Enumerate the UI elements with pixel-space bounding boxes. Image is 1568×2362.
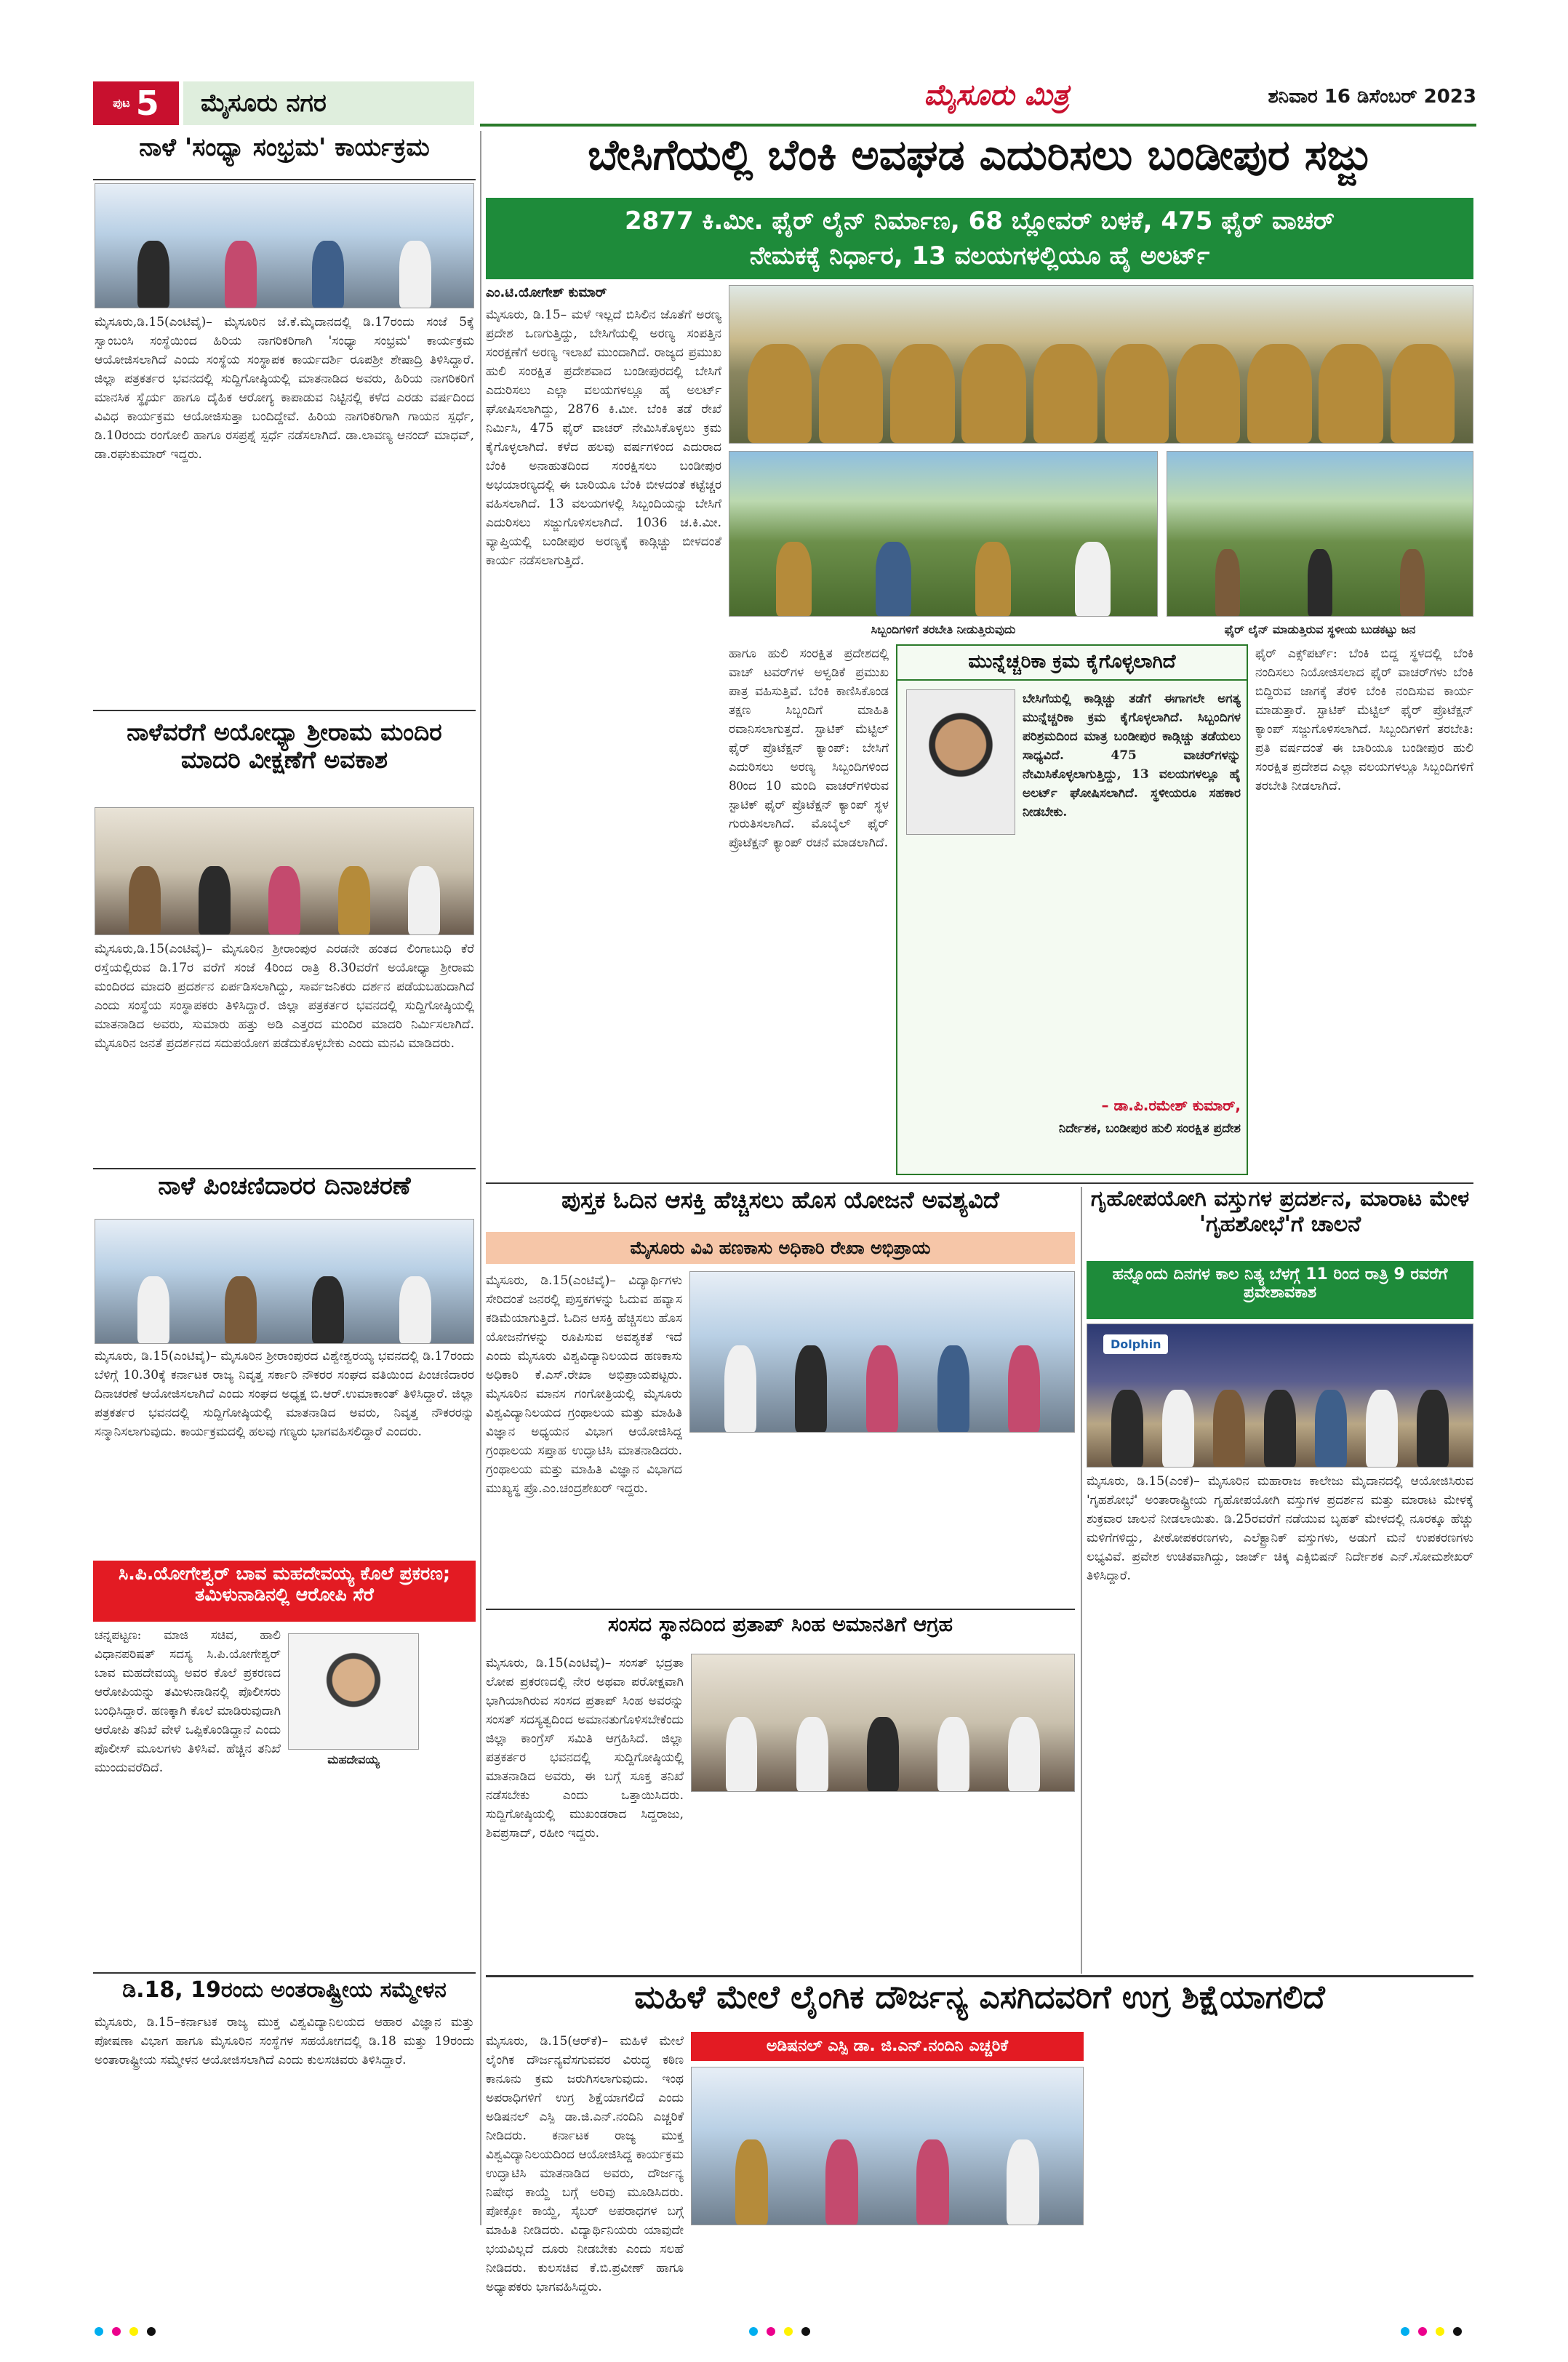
expo-subdeck: ಹನ್ನೊಂದು ದಿನಗಳ ಕಾಲ ನಿತ್ಯ ಬೆಳಗ್ಗೆ 11 ರಿಂದ ರಾತ್ರಿ 9 ರವರೆಗೆ ಪ್ರವೇಶಾವಕಾಶ: [1087, 1261, 1473, 1319]
divider: [93, 179, 476, 180]
assault-body: ಮೈಸೂರು, ಡಿ.15(ಆರ್‌ಕೆ)– ಮಹಿಳೆ ಮೇಲೆ ಲೈಂಗಿಕ ದೌರ್ಜನ್ಯವೆಸಗುವವರ ವಿರುದ್ಧ ಕಠಿಣ ಕಾನೂನು ಕ್ರಮ ಜರುಗಿಸಲಾಗುವುದು. ಇಂಥ ಅಪರಾಧಿಗಳಿಗೆ ಉಗ್ರ ಶಿಕ್ಷೆಯಾಗಲಿದೆ ಎಂದು ಅಡಿಷನಲ್ ಎಸ್ಪಿ ಡಾ.ಜಿ.ಎನ್.ನಂದಿನಿ ಎಚ್ಚರಿಕೆ ನೀಡಿದರು. ಕರ್ನಾಟಕ ರಾಜ್ಯ ಮುಕ್ತ ವಿಶ್ವವಿದ್ಯಾನಿಲಯದಿಂದ ಆಯೋಜಿಸಿದ್ದ ಕಾರ್ಯಕ್ರಮ ಉದ್ಘಾಟಿಸಿ ಮಾತನಾಡಿದ ಅವರು, ದೌರ್ಜನ್ಯ ನಿಷೇಧ ಕಾಯ್ದೆ ಬಗ್ಗೆ ಅರಿವು ಮೂಡಿಸಿದರು. ಪೋಕ್ಸೋ ಕಾಯ್ದೆ, ಸೈಬರ್ ಅಪರಾಧಗಳ ಬಗ್ಗೆ ಮಾಹಿತಿ ನೀಡಿದರು. ವಿದ್ಯಾರ್ಥಿನಿಯರು ಯಾವುದೇ ಭಯವಿಲ್ಲದೆ ದೂರು ನೀಡಬೇಕು ಎಂದು ಸಲಹೆ ನೀಡಿದರು. ಕುಲಸಚಿವ ಕೆ.ಬಿ.ಪ್ರವೀಣ್ ಹಾಗೂ ಅಧ್ಯಾಪಕರು ಭಾಗವಹಿಸಿದ್ದರು.: [486, 2034, 684, 2294]
lead-body-right-col: ಫೈರ್ ಎಕ್ಸ್‌ಪರ್ಟ್: ಬೆಂಕಿ ಬಿದ್ದ ಸ್ಥಳದಲ್ಲಿ ಬೆಂಕಿ ನಂದಿಸಲು ನಿಯೋಜಿಸಲಾದ ಫೈರ್ ವಾಚರ್‌ಗಳು ಬೆಂಕಿ ಬಿದ್ದಿರುವ ಜಾಗಕ್ಕೆ ತೆರಳಿ ಬೆಂಕಿ ನಂದಿಸುವ ಕಾರ್ಯ ಮಾಡುತ್ತಾರೆ. ಸ್ಟಾಟಿಕ್ ಮೆಟ್ಟಿಲ್ ಫೈರ್ ಪ್ರೊಟೆಕ್ಷನ್ ಕ್ಯಾಂಪ್ ಸಜ್ಜುಗೊಳಿಸಲಾಗಿದೆ. ಸಿಬ್ಬಂದಿಗಳಿಗೆ ತರಬೇತಿ: ಪ್ರತಿ ವರ್ಷದಂತೆ ಈ ಬಾರಿಯೂ ಬಂಡೀಪುರ ಹುಲಿ ಸಂರಕ್ಷಿತ ಪ್ರದೇಶದ ಎಲ್ಲಾ ವಲಯಗಳಲ್ಲೂ ಸಿಬ್ಬಂದಿಗಳಿಗೆ ತರಬೇತಿ ನೀಡಲಾಗಿದೆ.: [1255, 646, 1473, 793]
yellow-dot: [129, 2327, 138, 2336]
quote-designation: ನಿರ್ದೇಶಕ, ಬಂಡೀಪುರ ಹುಲಿ ಸಂರಕ್ಷಿತ ಪ್ರದೇಶ: [1058, 1121, 1241, 1136]
sandhya-body: ಮೈಸೂರು,ಡಿ.15(ಎಂಟಿವೈ)– ಮೈಸೂರಿನ ಜೆ.ಕೆ.ಮೈದಾನದಲ್ಲಿ ಡಿ.17ರಂದು ಸಂಜೆ 5ಕ್ಕೆ ಸ್ವಾಂಬಂಸಿ ಸಂಸ್ಥೆಯಿಂದ ಹಿರಿಯ ನಾಗರಿಕರಿಗಾಗಿ 'ಸಂಧ್ಯಾ ಸಂಭ್ರಮ' ಕಾರ್ಯಕ್ರಮ ಆಯೋಜಿಸಲಾಗಿದೆ ಎಂದು ಸಂಸ್ಥೆಯ ಸಂಸ್ಥಾಪಕ ಕಾರ್ಯದರ್ಶಿ ರೂಪಶ್ರೀ ಶೇಷಾದ್ರಿ ತಿಳಿಸಿದ್ದಾರೆ. ಜಿಲ್ಲಾ ಪತ್ರಕರ್ತರ ಭವನದಲ್ಲಿ ಸುದ್ದಿಗೋಷ್ಠಿಯಲ್ಲಿ ಮಾತನಾಡಿದ ಅವರು, ಹಿರಿಯ ನಾಗರಿಕರಿಗೆ ಮಾನಸಿಕ ಸ್ಥೈರ್ಯ ಹಾಗೂ ದೈಹಿಕ ಆರೋಗ್ಯ ಕಾಪಾಡುವ ನಿಟ್ಟಿನಲ್ಲಿ ಕಳೆದ ಎರಡು ವರ್ಷದಿಂದ ವಿವಿಧ ಕಾರ್ಯಕ್ರಮ ಆಯೋಜಿಸುತ್ತಾ ಬಂದಿದ್ದೇವೆ. ಹಿರಿಯ ನಾಗರಿಕರಿಗಾಗಿ ಗಾಯನ ಸ್ಪರ್ಧೆ, ಡಿ.10ರಂದು ರಂಗೋಲಿ ಹಾಗೂ ರಸಪ್ರಶ್ನೆ ಸ್ಪರ್ಧೆ ನಡೆಸಲಾಗಿದೆ. ಡಾ.ಲಾವಣ್ಯ ಆನಂದ್ ಮಾಧವ್, ಡಾ.ರಘುಕುಮಾರ್ ಇದ್ದರು.: [95, 315, 474, 462]
expo-headline: ಗೃಹೋಪಯೋಗಿ ವಸ್ತುಗಳ ಪ್ರದರ್ಶನ, ಮಾರಾಟ ಮೇಳ 'ಗೃಹಶೋಭೆ'ಗೆ ಚಾಲನೆ: [1090, 1186, 1470, 1237]
issue-date: ಶನಿವಾರ 16 ಡಿಸೆಂಬರ್ 2023: [1268, 86, 1476, 108]
training-photo: [729, 451, 1158, 617]
training-photo-caption: ಸಿಬ್ಬಂದಿಗಳಿಗೆ ತರಬೇತಿ ನೀಡುತ್ತಿರುವುದು: [871, 622, 1016, 636]
registration-marks-center: [749, 2327, 810, 2336]
mahadevaiah-caption: ಮಹದೇವಯ್ಯ: [327, 1753, 380, 1766]
pension-photo: [95, 1219, 474, 1344]
black-dot: [801, 2327, 810, 2336]
lead-group-photo: [729, 285, 1473, 444]
expo-photo: [1087, 1324, 1473, 1468]
cyan-dot: [749, 2327, 758, 2336]
magenta-dot: [1418, 2327, 1427, 2336]
quote-signature: – ಡಾ.ಪಿ.ರಮೇಶ್ ಕುಮಾರ್,: [1101, 1097, 1241, 1114]
quote-box-title: ಮುನ್ನೆಚ್ಚರಿಕಾ ಕ್ರಮ ಕೈಗೊಳ್ಳಲಾಗಿದೆ: [897, 646, 1247, 681]
assault-body-continued: [1091, 2032, 1473, 2225]
masthead-logo: ಮೈಸೂರು ಮಿತ್ರ: [924, 79, 1069, 112]
reading-subdeck: ಮೈಸೂರು ವಿವಿ ಹಣಕಾಸು ಅಧಿಕಾರಿ ರೇಖಾ ಅಭಿಪ್ರಾಯ: [486, 1232, 1075, 1264]
fire-line-photo: [1167, 451, 1473, 617]
expo-banner-logo: Dolphin: [1103, 1334, 1168, 1354]
divider: [486, 1609, 1075, 1610]
masthead-divider: [480, 124, 1476, 127]
assault-headline: ಮಹಿಳೆ ಮೇಲೆ ಲೈಂಗಿಕ ದೌರ್ಜನ್ಯ ಎಸಗಿದವರಿಗೆ ಉಗ್ರ ಶಿಕ್ಷೆಯಾಗಲಿದೆ: [634, 1979, 1325, 2016]
page-number-box: [93, 81, 179, 125]
registration-marks-left: [95, 2327, 156, 2336]
black-dot: [1453, 2327, 1462, 2336]
section-title: ಮೈಸೂರು ನಗರ: [183, 81, 474, 125]
cyan-dot: [1401, 2327, 1409, 2336]
assault-event-photo: [691, 2067, 1084, 2225]
conference-headline: ಡಿ.18, 19ರಂದು ಅಂತರಾಷ್ಟ್ರೀಯ ಸಮ್ಮೇಳನ: [122, 1977, 447, 2003]
pension-body: ಮೈಸೂರು, ಡಿ.15(ಎಂಟಿವೈ)– ಮೈಸೂರಿನ ಶ್ರೀರಾಂಪುರದ ವಿಶ್ವೇಶ್ವರಯ್ಯ ಭವನದಲ್ಲಿ ಡಿ.17ರಂದು ಬೆಳಿಗ್ಗೆ 10.30ಕ್ಕೆ ಕರ್ನಾಟಕ ರಾಜ್ಯ ನಿವೃತ್ತ ಸರ್ಕಾರಿ ನೌಕರರ ಸಂಘದ ವತಿಯಿಂದ ಪಿಂಚಣಿದಾರರ ದಿನಾಚರಣೆ ಆಯೋಜಿಸಲಾಗಿದೆ ಎಂದು ಸಂಘದ ಅಧ್ಯಕ್ಷ ಬಿ.ಆರ್.ಉಮಾಕಾಂತ್ ತಿಳಿಸಿದ್ದಾರೆ. ಜಿಲ್ಲಾ ಪತ್ರಕರ್ತರ ಭವನದಲ್ಲಿ ಸುದ್ದಿಗೋಷ್ಠಿಯಲ್ಲಿ ಮಾತನಾಡಿದ ಅವರು, ನಿವೃತ್ತ ನೌಕರರನ್ನು ಸನ್ಮಾನಿಸಲಾಗುವುದು. ಕಾರ್ಯಕ್ರಮದಲ್ಲಿ ಹಲವು ಗಣ್ಯರು ಭಾಗವಹಿಸಲಿದ್ದಾರೆ ಎಂದರು.: [95, 1349, 474, 1439]
lead-subdeck: [486, 198, 1473, 279]
assault-subdeck: ಅಡಿಷನಲ್ ಎಸ್ಪಿ ಡಾ. ಜಿ.ಎನ್.ನಂದಿನಿ ಎಚ್ಚರಿಕೆ: [691, 2032, 1084, 2061]
director-photo: [906, 689, 1015, 835]
yellow-dot: [1436, 2327, 1444, 2336]
lead-byline: ಎಂ.ಟಿ.ಯೋಗೇಶ್ ಕುಮಾರ್: [486, 285, 607, 300]
page-label: ಪುಟ: [113, 96, 130, 110]
ayodhya-headline: ನಾಳೆವರೆಗೆ ಅಯೋಧ್ಯಾ ಶ್ರೀರಾಮ ಮಂದಿರ ಮಾದರಿ ವೀಕ್ಷಣೆಗೆ ಅವಕಾಶ: [127, 718, 442, 774]
lead-headline: ಬೇಸಿಗೆಯಲ್ಲಿ ಬೆಂಕಿ ಅವಘಡ ಎದುರಿಸಲು ಬಂಡೀಪುರ ಸಜ್ಜು: [588, 130, 1372, 180]
lead-body-col1: ಮೈಸೂರು, ಡಿ.15– ಮಳೆ ಇಲ್ಲದೆ ಬಿಸಿಲಿನ ಜೊತೆಗೆ ಅರಣ್ಯ ಪ್ರದೇಶ ಒಣಗುತ್ತಿದ್ದು, ಬೇಸಿಗೆಯಲ್ಲಿ ಅರಣ್ಯ ಸಂಪತ್ತಿನ ಸಂರಕ್ಷಣೆಗೆ ಅರಣ್ಯ ಇಲಾಖೆ ಮುಂದಾಗಿದೆ. ರಾಜ್ಯದ ಪ್ರಮುಖ ಹುಲಿ ಸಂರಕ್ಷಿತ ಪ್ರದೇಶವಾದ ಬಂಡೀಪುರದಲ್ಲಿ ಬೇಸಿಗೆ ಎದುರಿಸಲು ಎಲ್ಲಾ ವಲಯಗಳಲ್ಲೂ ಹೈ ಅಲರ್ಟ್ ಘೋಷಿಸಲಾಗಿದ್ದು, 2876 ಕಿ.ಮೀ. ಬೆಂಕಿ ತಡೆ ರೇಖೆ ನಿರ್ಮಿಸಿ, 475 ಫೈರ್ ವಾಚರ್ ನೇಮಿಸಿಕೊಳ್ಳಲು ಕ್ರಮ ಕೈಗೊಳ್ಳಲಾಗಿದೆ. ಕಳೆದ ಹಲವು ವರ್ಷಗಳಿಂದ ಎದುರಾದ ಬೆಂಕಿ ಅನಾಹುತದಿಂದ ಸಂರಕ್ಷಿಸಲು ಬಂಡೀಪುರ ಅಭಯಾರಣ್ಯದಲ್ಲಿ ಈ ಬಾರಿಯೂ ಬೆಂಕಿ ಬೀಳದಂತೆ ಕಟ್ಟೆಚ್ಚರ ವಹಿಸಲಾಗಿದೆ. 13 ವಲಯಗಳಲ್ಲಿ ಸಿಬ್ಬಂದಿಯನ್ನು ಬೇಸಿಗೆ ಎದುರಿಸಲು ಸಜ್ಜುಗೊಳಿಸಲಾಗಿದೆ. 1036 ಚ.ಕಿ.ಮೀ. ವ್ಯಾಪ್ತಿಯಲ್ಲಿ ಬಂಡೀಪುರ ಅರಣ್ಯಕ್ಕೆ ಕಾಡ್ಗಿಚ್ಚು ಬೀಳದಂತೆ ಕಾರ್ಯ ನಡೆಸಲಾಗುತ್ತಿದೆ.: [486, 308, 721, 568]
pratap-press-meet-photo: [691, 1654, 1075, 1792]
registration-marks-right: [1401, 2327, 1462, 2336]
column-divider: [1081, 1187, 1082, 1974]
reading-body: ಮೈಸೂರು, ಡಿ.15(ಎಂಟಿವೈ)– ವಿದ್ಯಾರ್ಥಿಗಳು ಸೇರಿದಂತೆ ಜನರಲ್ಲಿ ಪುಸ್ತಕಗಳನ್ನು ಓದುವ ಹವ್ಯಾಸ ಕಡಿಮೆಯಾಗುತ್ತಿದೆ. ಓದಿನ ಆಸಕ್ತಿ ಹೆಚ್ಚಿಸಲು ಹೊಸ ಯೋಜನೆಗಳನ್ನು ರೂಪಿಸುವ ಅವಶ್ಯಕತೆ ಇದೆ ಎಂದು ಮೈಸೂರು ವಿಶ್ವವಿದ್ಯಾನಿಲಯದ ಹಣಕಾಸು ಅಧಿಕಾರಿ ಕೆ.ಎಸ್.ರೇಖಾ ಅಭಿಪ್ರಾಯಪಟ್ಟರು. ಮೈಸೂರಿನ ಮಾನಸ ಗಂಗೋತ್ರಿಯಲ್ಲಿ ಮೈಸೂರು ವಿಶ್ವವಿದ್ಯಾನಿಲಯದ ಗ್ರಂಥಾಲಯ ಮತ್ತು ಮಾಹಿತಿ ವಿಜ್ಞಾನ ಅಧ್ಯಯನ ವಿಭಾಗ ಆಯೋಜಿಸಿದ್ದ ಗ್ರಂಥಾಲಯ ಸಪ್ತಾಹ ಉದ್ಘಾಟಿಸಿ ಮಾತನಾಡಿದರು. ಗ್ರಂಥಾಲಯ ಮತ್ತು ಮಾಹಿತಿ ವಿಜ್ಞಾನ ವಿಭಾಗದ ಮುಖ್ಯಸ್ಥ ಪ್ರೊ.ಎಂ.ಚಂದ್ರಶೇಖರ್ ಇದ್ದರು.: [486, 1273, 682, 1496]
fire-line-photo-caption: ಫೈರ್ ಲೈನ್ ಮಾಡುತ್ತಿರುವ ಸ್ಥಳೀಯ ಬುಡಕಟ್ಟು ಜನ: [1224, 622, 1416, 636]
murder-case-body: ಚನ್ನಪಟ್ಟಣ: ಮಾಜಿ ಸಚಿವ, ಹಾಲಿ ವಿಧಾನಪರಿಷತ್ ಸದಸ್ಯ ಸಿ.ಪಿ.ಯೋಗೇಶ್ವರ್ ಬಾವ ಮಹದೇವಯ್ಯ ಅವರ ಕೊಲೆ ಪ್ರಕರಣದ ಆರೋಪಿಯನ್ನು ತಮಿಳುನಾಡಿನಲ್ಲಿ ಪೊಲೀಸರು ಬಂಧಿಸಿದ್ದಾರೆ. ಹಣಕ್ಕಾಗಿ ಕೊಲೆ ಮಾಡಿರುವುದಾಗಿ ಆರೋಪಿ ತನಿಖೆ ವೇಳೆ ಒಪ್ಪಿಕೊಂಡಿದ್ದಾನೆ ಎಂದು ಪೊಲೀಸ್ ಮೂಲಗಳು ತಿಳಿಸಿವೆ. ಹೆಚ್ಚಿನ ತನಿಖೆ ಮುಂದುವರೆದಿದೆ.: [95, 1628, 281, 1775]
lead-subdeck-line-2: ನೇಮಕಕ್ಕೆ ನಿರ್ಧಾರ, 13 ವಲಯಗಳಲ್ಲಿಯೂ ಹೈ ಅಲರ್ಟ್: [749, 241, 1210, 271]
column-divider: [480, 131, 481, 2225]
sandhya-photo: [95, 183, 474, 308]
pratap-body: ಮೈಸೂರು, ಡಿ.15(ಎಂಟಿವೈ)– ಸಂಸತ್ ಭದ್ರತಾ ಲೋಪ ಪ್ರಕರಣದಲ್ಲಿ ನೇರ ಅಥವಾ ಪರೋಕ್ಷವಾಗಿ ಭಾಗಿಯಾಗಿರುವ ಸಂಸದ ಪ್ರತಾಪ್ ಸಿಂಹ ಅವರನ್ನು ಸಂಸತ್ ಸದಸ್ಯತ್ವದಿಂದ ಅಮಾನತುಗೊಳಿಸಬೇಕೆಂದು ಜಿಲ್ಲಾ ಕಾಂಗ್ರೆಸ್ ಸಮಿತಿ ಆಗ್ರಹಿಸಿದೆ. ಜಿಲ್ಲಾ ಪತ್ರಕರ್ತರ ಭವನದಲ್ಲಿ ಸುದ್ದಿಗೋಷ್ಠಿಯಲ್ಲಿ ಮಾತನಾಡಿದ ಅವರು, ಈ ಬಗ್ಗೆ ಸೂಕ್ತ ತನಿಖೆ ನಡೆಸಬೇಕು ಎಂದು ಒತ್ತಾಯಿಸಿದರು. ಸುದ್ದಿಗೋಷ್ಠಿಯಲ್ಲಿ ಮುಖಂಡರಾದ ಸಿದ್ದರಾಜು, ಶಿವಪ್ರಸಾದ್, ರಹೀಂ ಇದ್ದರು.: [486, 1656, 684, 1841]
conference-body: ಮೈಸೂರು, ಡಿ.15–ಕರ್ನಾಟಕ ರಾಜ್ಯ ಮುಕ್ತ ವಿಶ್ವವಿದ್ಯಾನಿಲಯದ ಆಹಾರ ವಿಜ್ಞಾನ ಮತ್ತು ಪೋಷಣಾ ವಿಭಾಗ ಹಾಗೂ ಮೈಸೂರಿನ ಸಂಸ್ಥೆಗಳ ಸಹಯೋಗದಲ್ಲಿ ಡಿ.18 ಮತ್ತು 19ರಂದು ಅಂತಾರಾಷ್ಟ್ರೀಯ ಸಮ್ಮೇಳನ ಆಯೋಜಿಸಲಾಗಿದೆ ಎಂದು ಕುಲಸಚಿವರು ತಿಳಿಸಿದ್ದಾರೆ.: [95, 2015, 474, 2067]
ayodhya-body: ಮೈಸೂರು,ಡಿ.15(ಎಂಟಿವೈ)– ಮೈಸೂರಿನ ಶ್ರೀರಾಂಪುರ ಎರಡನೇ ಹಂತದ ಲಿಂಗಾಬುಧಿ ಕೆರೆ ರಸ್ತೆಯಲ್ಲಿರುವ ಡಿ.17ರ ವರೆಗೆ ಸಂಜೆ 4ರಿಂದ ರಾತ್ರಿ 8.30ವರೆಗೆ ಅಯೋಧ್ಯಾ ಶ್ರೀರಾಮ ಮಂದಿರದ ಮಾದರಿ ಪ್ರದರ್ಶನ ಏರ್ಪಡಿಸಲಾಗಿದ್ದು, ಸಾರ್ವಜನಿಕರು ದರ್ಶನ ಪಡೆಯಬಹುದಾಗಿದೆ ಎಂದು ಸಂಸ್ಥೆಯ ಸಂಸ್ಥಾಪಕರು ತಿಳಿಸಿದ್ದಾರೆ. ಜಿಲ್ಲಾ ಪತ್ರಕರ್ತರ ಭವನದಲ್ಲಿ ಸುದ್ದಿಗೋಷ್ಠಿಯಲ್ಲಿ ಮಾತನಾಡಿದ ಅವರು, ಸುಮಾರು ಹತ್ತು ಅಡಿ ಎತ್ತರದ ಮಂದಿರ ಮಾದರಿ ನಿರ್ಮಿಸಲಾಗಿದೆ. ಮೈಸೂರಿನ ಜನತೆ ಪ್ರದರ್ಶನದ ಸದುಪಯೋಗ ಪಡೆದುಕೊಳ್ಳಬೇಕು ಎಂದು ಮನವಿ ಮಾಡಿದರು.: [95, 942, 474, 1051]
director-quote-box: [896, 644, 1248, 1175]
mahadevaiah-photo: [288, 1633, 419, 1750]
sandhya-headline: ನಾಳೆ 'ಸಂಧ್ಯಾ ಸಂಭ್ರಮ' ಕಾರ್ಯಕ್ರಮ: [139, 133, 430, 162]
reading-body-continued: [689, 1437, 1075, 1604]
divider: [93, 1972, 476, 1974]
murder-case-headline: ಸಿ.ಪಿ.ಯೋಗೇಶ್ವರ್ ಬಾವ ಮಹದೇವಯ್ಯ ಕೊಲೆ ಪ್ರಕರಣ; ತಮಿಳುನಾಡಿನಲ್ಲಿ ಆರೋಪಿ ಸೆರೆ: [93, 1561, 476, 1622]
lead-subdeck-line-1: 2877 ಕಿ.ಮೀ. ಫೈರ್ ಲೈನ್ ನಿರ್ಮಾಣ, 68 ಬ್ಲೋವರ್ ಬಳಕೆ, 475 ಫೈರ್ ವಾಚರ್: [624, 207, 1335, 236]
magenta-dot: [767, 2327, 775, 2336]
quote-box-text: ಬೇಸಿಗೆಯಲ್ಲಿ ಕಾಡ್ಗಿಚ್ಚು ತಡೆಗೆ ಈಗಾಗಲೇ ಅಗತ್ಯ ಮುನ್ನೆಚ್ಚರಿಕಾ ಕ್ರಮ ಕೈಗೊಳ್ಳಲಾಗಿದೆ. ಸಿಬ್ಬಂದಿಗಳ ಪರಿಶ್ರಮದಿಂದ ಮಾತ್ರ ಬಂಡೀಪುರ ಕಾಡ್ಗಿಚ್ಚು ತಡೆಯಲು ಸಾಧ್ಯವಿದೆ. 475 ವಾಚರ್‌ಗಳನ್ನು ನೇಮಿಸಿಕೊಳ್ಳಲಾಗುತ್ತಿದ್ದು, 13 ವಲಯಗಳಲ್ಲೂ ಹೈ ಅಲರ್ಟ್ ಘೋಷಿಸಲಾಗಿದೆ. ಸ್ಥಳೀಯರೂ ಸಹಕಾರ ನೀಡಬೇಕು.: [1023, 692, 1241, 820]
divider: [93, 1168, 476, 1169]
divider: [486, 1975, 1473, 1977]
divider: [486, 1182, 1473, 1184]
yellow-dot: [784, 2327, 793, 2336]
divider: [93, 710, 476, 711]
reading-photo: [689, 1271, 1075, 1433]
lead-body-col2: ಹಾಗೂ ಹುಲಿ ಸಂರಕ್ಷಿತ ಪ್ರದೇಶದಲ್ಲಿ ವಾಚ್ ಟವರ್‌ಗಳ ಅಳ್ವಡಿಕೆ ಪ್ರಮುಖ ಪಾತ್ರ ವಹಿಸುತ್ತಿವೆ. ಬೆಂಕಿ ಕಾಣಿಸಿಕೊಂಡ ತಕ್ಷಣ ಸಿಬ್ಬಂದಿಗೆ ಮಾಹಿತಿ ರವಾನಿಸಲಾಗುತ್ತದೆ. ಸ್ಟಾಟಿಕ್ ಮೆಟ್ಟಿಲ್ ಫೈರ್ ಪ್ರೊಟೆಕ್ಷನ್ ಕ್ಯಾಂಪ್: ಬೇಸಿಗೆ ಎದುರಿಸಲು ಅರಣ್ಯ ಸಿಬ್ಬಂದಿಗಳಿಂದ 80ಂದ 10 ಮಂದಿ ವಾಚರ್‌ಗಳಿರುವ ಸ್ಟಾಟಿಕ್ ಫೈರ್ ಪ್ರೊಟೆಕ್ಷನ್ ಕ್ಯಾಂಪ್ ಸ್ಥಳ ಗುರುತಿಸಲಾಗಿದೆ. ಮೊಬೈಲ್ ಫೈರ್ ಪ್ರೊಟೆಕ್ಷನ್ ಕ್ಯಾಂಪ್ ರಚನೆ ಮಾಡಲಾಗಿದೆ.: [729, 646, 889, 850]
magenta-dot: [112, 2327, 121, 2336]
pension-headline: ನಾಳೆ ಪಿಂಚಣಿದಾರರ ದಿನಾಚರಣೆ: [158, 1172, 411, 1201]
expo-body: ಮೈಸೂರು, ಡಿ.15(ಎಂಕೆ)– ಮೈಸೂರಿನ ಮಹಾರಾಜ ಕಾಲೇಜು ಮೈದಾನದಲ್ಲಿ ಆಯೋಜಿಸಿರುವ 'ಗೃಹಶೋಭೆ' ಅಂತಾರಾಷ್ಟ್ರೀಯ ಗೃಹೋಪಯೋಗಿ ವಸ್ತುಗಳ ಪ್ರದರ್ಶನ ಮತ್ತು ಮಾರಾಟ ಮೇಳಕ್ಕೆ ಶುಕ್ರವಾರ ಚಾಲನೆ ನೀಡಲಾಯಿತು. ಡಿ.25ರವರೆಗೆ ನಡೆಯುವ ಬೃಹತ್ ಮೇಳದಲ್ಲಿ ನೂರಕ್ಕೂ ಹೆಚ್ಚು ಮಳಿಗೆಗಳಿದ್ದು, ಪೀಠೋಪಕರಣಗಳು, ಎಲೆಕ್ಟ್ರಾನಿಕ್ ವಸ್ತುಗಳು, ಅಡುಗೆ ಮನೆ ಉಪಕರಣಗಳು ಲಭ್ಯವಿವೆ. ಪ್ರವೇಶ ಉಚಿತವಾಗಿದ್ದು, ಜಾರ್ಜ್ ಚಿಕ್ಕ ಎಕ್ಸಿಬಿಷನ್ ನಿರ್ದೇಶಕ ಎನ್.ಸೋಮಶೇಖರ್ ತಿಳಿಸಿದ್ದಾರೆ.: [1087, 1474, 1473, 1583]
ayodhya-photo: [95, 807, 474, 935]
pratap-headline: ಸಂಸದ ಸ್ಥಾನದಿಂದ ಪ್ರತಾಪ್ ಸಿಂಹ ಅಮಾನತಿಗೆ ಆಗ್ರಹ: [607, 1612, 953, 1636]
cyan-dot: [95, 2327, 103, 2336]
page-number: 5: [135, 84, 159, 123]
black-dot: [147, 2327, 156, 2336]
reading-headline: ಪುಸ್ತಕ ಓದಿನ ಆಸಕ್ತಿ ಹೆಚ್ಚಿಸಲು ಹೊಸ ಯೋಜನೆ ಅವಶ್ಯವಿದೆ: [561, 1186, 999, 1214]
